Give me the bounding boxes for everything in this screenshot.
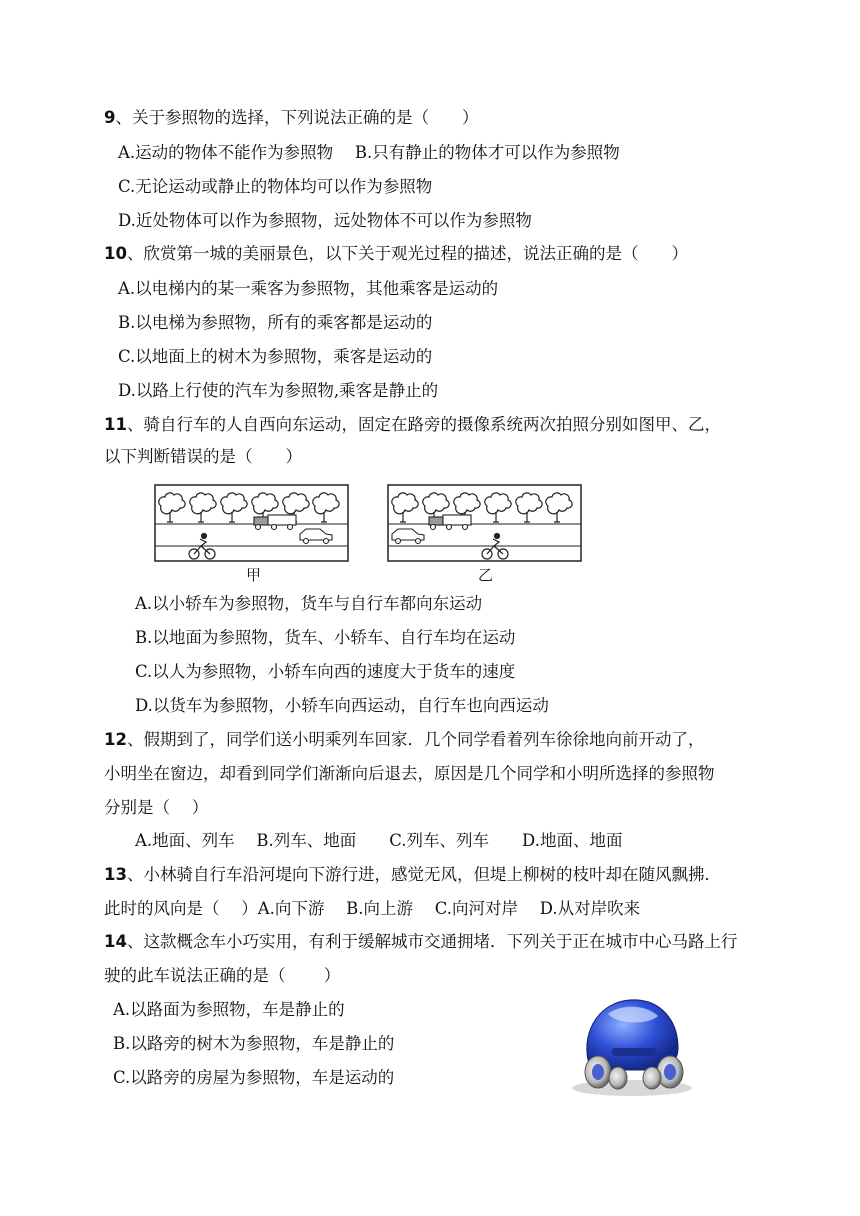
- q14-stem-line2: 驶的此车说法正确的是（ ）: [104, 966, 341, 985]
- q9-option-c: C.无论运动或静止的物体均可以作为参照物: [118, 177, 433, 196]
- q11-option-b: B.以地面为参照物，货车、小轿车、自行车均在运动: [135, 628, 516, 647]
- q12-stem-text: 、假期到了，同学们送小明乘列车回家．几个同学看着列车徐徐地向前开动了，: [126, 730, 705, 749]
- q13-number: 13: [104, 865, 127, 884]
- q14-stem-text: 、这款概念车小巧实用，有利于缓解城市交通拥堵．下列关于正在城市中心马路上行: [126, 932, 738, 951]
- q11-number: 11: [104, 415, 127, 434]
- figure-yi-label: 乙: [478, 566, 494, 584]
- q9-option-a-b: A.运动的物体不能作为参照物 B.只有静止的物体才可以作为参照物: [118, 143, 620, 162]
- concept-car-image: [560, 990, 700, 1100]
- q14-number: 14: [104, 932, 127, 951]
- q14-stem-line1: [104, 931, 737, 953]
- q10-number: 10: [104, 244, 127, 263]
- q10-stem: [104, 243, 688, 265]
- q12-options: A.地面、列车 B.列车、地面 C.列车、列车 D.地面、地面: [135, 831, 623, 850]
- q11-option-c: C.以人为参照物，小轿车向西的速度大于货车的速度: [135, 662, 516, 681]
- q12-stem-line1: [104, 729, 704, 751]
- q10-option-b: B.以电梯为参照物，所有的乘客都是运动的: [118, 313, 433, 332]
- figure-jia: [154, 484, 350, 564]
- q13-stem-text: 、小林骑自行车沿河堤向下游行进，感觉无风，但堤上柳树的枝叶却在随风飘拂．: [126, 865, 721, 884]
- q14-option-a: A.以路面为参照物，车是静止的: [113, 1000, 345, 1019]
- q10-option-c: C.以地面上的树木为参照物，乘客是运动的: [118, 347, 433, 366]
- q11-stem-line1: [104, 414, 721, 436]
- q13-stem-line1: [104, 864, 721, 886]
- q10-option-a: A.以电梯内的某一乘客为参照物，其他乘客是运动的: [118, 279, 499, 298]
- q9-stem: [104, 107, 478, 129]
- q10-option-d: D.以路上行使的汽车为参照物,乘客是静止的: [118, 381, 439, 400]
- truck-icon: [429, 515, 471, 530]
- q13-stem-line2: 此时的风向是（ ）A.向下游 B.向上游 C.向河对岸 D.从对岸吹来: [104, 899, 641, 918]
- truck-icon: [254, 515, 296, 530]
- q11-option-d: D.以货车为参照物，小轿车向西运动，自行车也向西运动: [135, 696, 549, 715]
- q9-number: 9: [104, 108, 116, 127]
- figure-yi: [387, 484, 583, 564]
- q12-number: 12: [104, 730, 127, 749]
- q10-stem-text: 、欣赏第一城的美丽景色，以下关于观光过程的描述，说法正确的是（ ）: [126, 244, 688, 263]
- figure-jia-label: 甲: [246, 566, 262, 584]
- q11-stem-line2: 以下判断错误的是（ ）: [104, 447, 302, 466]
- q9-stem-text: 、关于参照物的选择，下列说法正确的是（ ）: [115, 108, 479, 127]
- q11-stem-text: 、骑自行车的人自西向东运动，固定在路旁的摄像系统两次拍照分别如图甲、乙，: [126, 415, 721, 434]
- q12-stem-line3: 分别是（ ）: [104, 798, 209, 817]
- q9-option-d: D.近处物体可以作为参照物，远处物体不可以作为参照物: [118, 211, 532, 230]
- q12-stem-line2: 小明坐在窗边，却看到同学们渐渐向后退去，原因是几个同学和小明所选择的参照物: [104, 764, 715, 783]
- q14-option-b: B.以路旁的树木为参照物，车是静止的: [113, 1034, 395, 1053]
- q14-option-c: C.以路旁的房屋为参照物，车是运动的: [113, 1068, 395, 1087]
- q11-option-a: A.以小轿车为参照物，货车与自行车都向东运动: [135, 594, 483, 613]
